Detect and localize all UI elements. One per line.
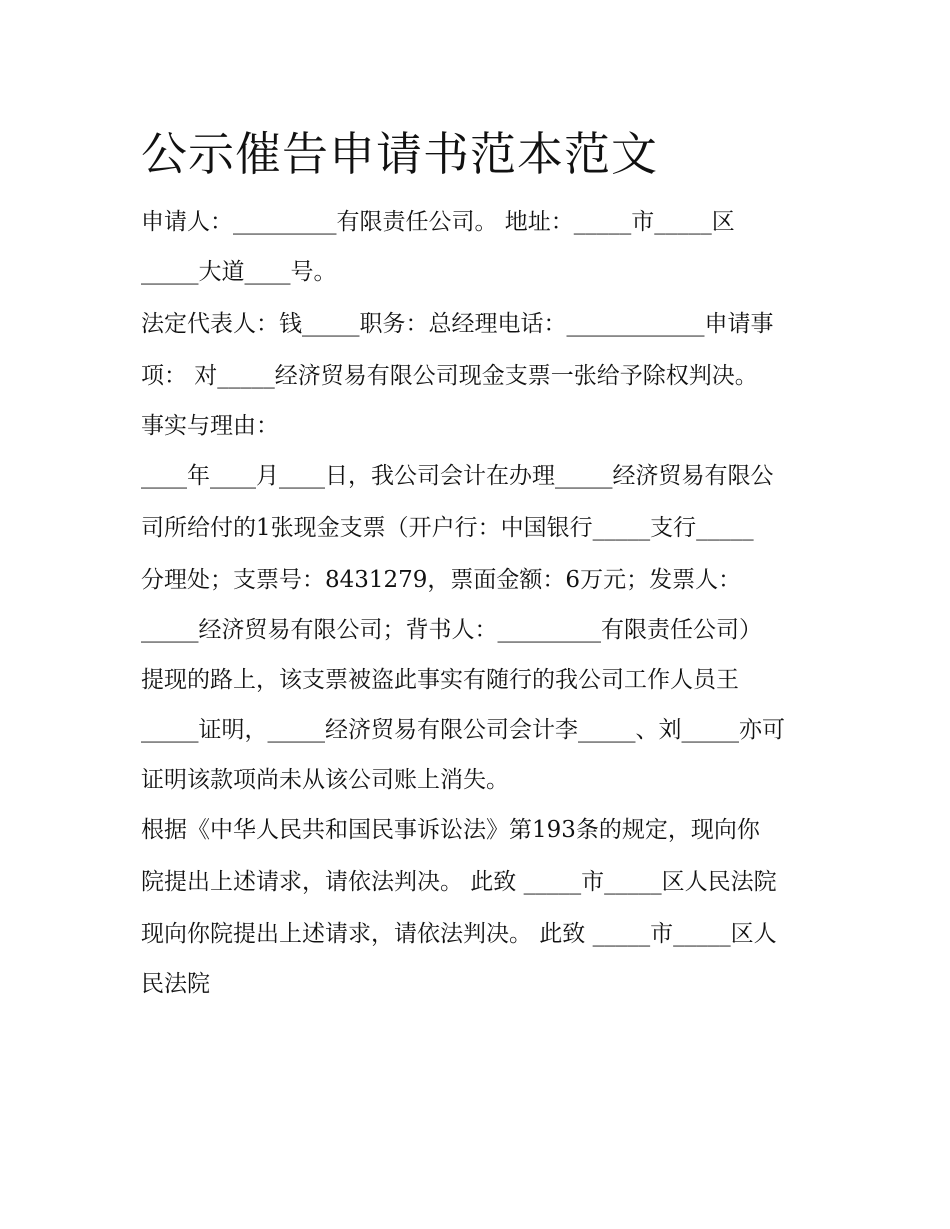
document-title: 公示催告申请书范本范文	[141, 127, 658, 181]
text-line: 提现的路上，该支票被盗此事实有随行的我公司工作人员王	[141, 667, 739, 693]
text-line: 司所给付的1张现金支票（开户行：中国银行_____支行_____	[141, 515, 754, 541]
text-line: 根据《中华人民共和国民事诉讼法》第193条的规定，现向你	[141, 817, 760, 843]
text-line: _____大道____号。	[141, 259, 337, 285]
text-line: 事实与理由：	[141, 413, 279, 439]
text-line: 申请人：_________有限责任公司。 地址：_____市_____区	[141, 209, 735, 235]
text-line: 民法院	[141, 971, 210, 997]
text-line: 现向你院提出上述请求，请依法判决。 此致 _____市_____区人	[141, 921, 777, 947]
text-line: 法定代表人：钱_____职务：总经理电话：____________申请事	[141, 311, 774, 337]
text-line: _____证明，_____经济贸易有限公司会计李_____、刘_____亦可	[141, 717, 785, 743]
text-line: 项： 对_____经济贸易有限公司现金支票一张给予除权判决。	[141, 363, 758, 389]
text-line: 分理处；支票号：8431279，票面金额：6万元；发票人：	[141, 567, 742, 593]
text-line: _____经济贸易有限公司；背书人：_________有限责任公司）	[141, 617, 762, 643]
text-line: 证明该款项尚未从该公司账上消失。	[141, 767, 509, 793]
text-line: 院提出上述请求，请依法判决。 此致 _____市_____区人民法院	[141, 869, 777, 895]
text-line: ____年____月____日，我公司会计在办理_____经济贸易有限公	[141, 463, 774, 489]
